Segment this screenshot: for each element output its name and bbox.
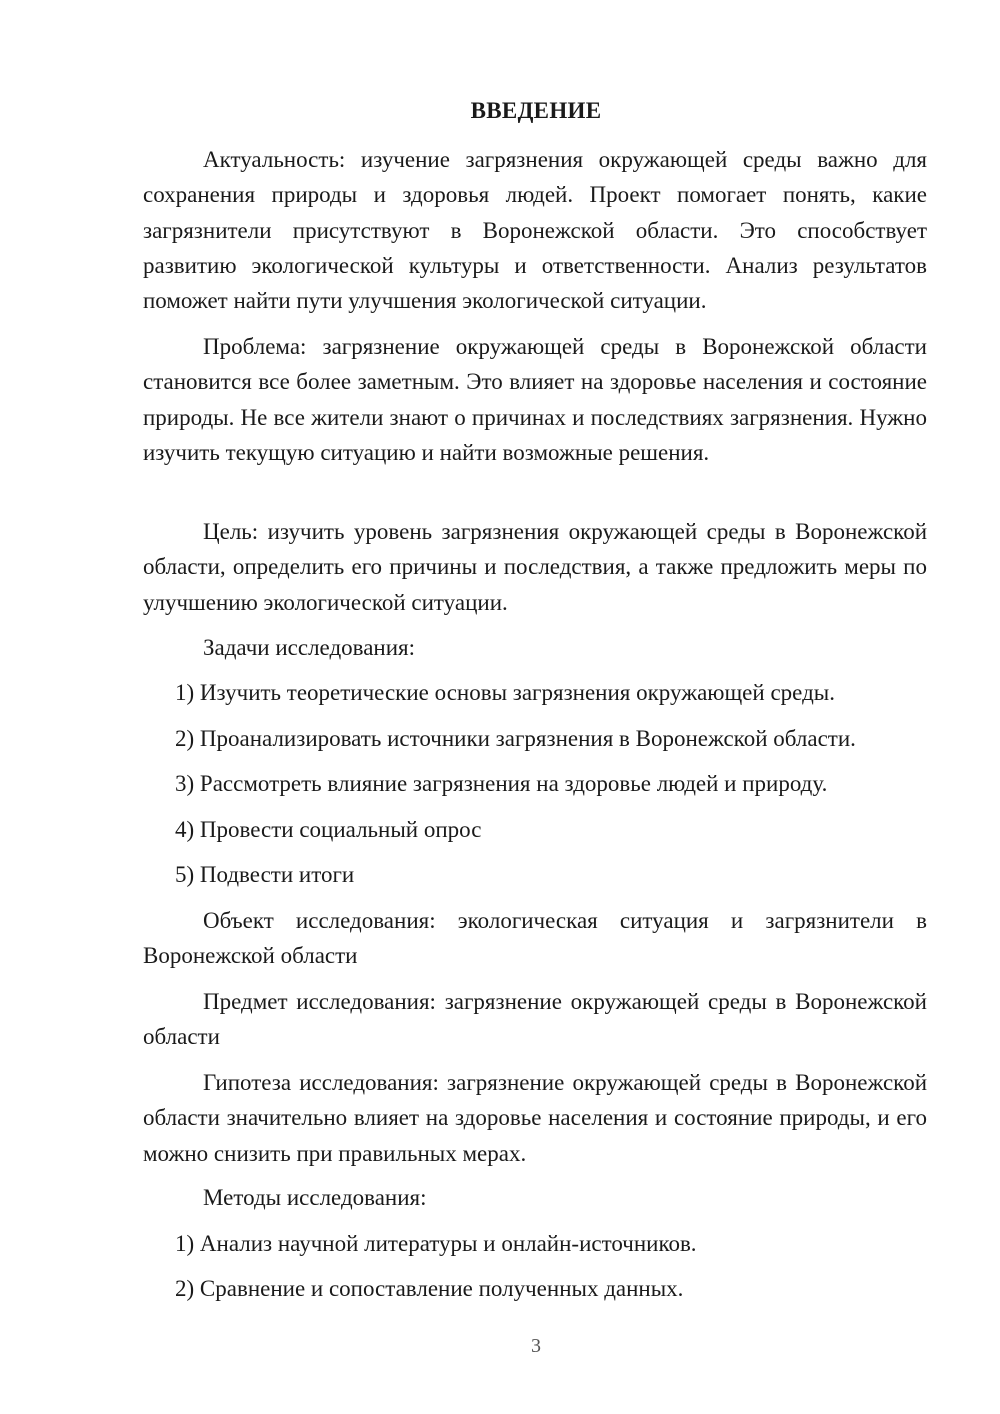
page-number: 3 — [531, 1335, 541, 1357]
object-paragraph: Объект исследования: экологическая ситуация и загрязнители в Воронежской области — [143, 908, 927, 969]
method-item: 1) Анализ научной литературы и онлайн-источников. — [175, 1231, 697, 1256]
problem-paragraph: Проблема: загрязнение окружающей среды в Воронежской области становится все более заметным. Это влияет на здоровье населения и состояние природы. Не все жители знают о причинах и последствиях загрязнения. Нужно изучить текущую ситуацию и найти возможные решения. — [143, 334, 927, 465]
task-item: 5) Подвести итоги — [175, 862, 355, 887]
tasks-title: Задачи исследования: — [203, 635, 416, 660]
task-item: 1) Изучить теоретические основы загрязнения окружающей среды. — [175, 680, 835, 705]
relevance-paragraph: Актуальность: изучение загрязнения окружающей среды важно для сохранения природы и здоровья людей. Проект помогает понять, какие загрязнители присутствуют в Воронежской области. Это способствует развитию экологической культуры и ответственности. Анализ результатов поможет найти пути улучшения экологической ситуации. — [143, 147, 927, 314]
task-item: 4) Провести социальный опрос — [175, 817, 482, 842]
method-item: 2) Сравнение и сопоставление полученных данных. — [175, 1276, 684, 1301]
task-item: 3) Рассмотреть влияние загрязнения на здоровье людей и природу. — [175, 771, 828, 796]
subject-paragraph: Предмет исследования: загрязнение окружающей среды в Воронежской области — [143, 989, 927, 1050]
methods-title: Методы исследования: — [203, 1185, 427, 1210]
page-title: ВВЕДЕНИЕ — [470, 98, 602, 123]
hypothesis-paragraph: Гипотеза исследования: загрязнение окружающей среды в Воронежской области значительно влияет на здоровье населения и состояние природы, и его можно снизить при правильных мерах. — [143, 1070, 927, 1166]
task-item: 2) Проанализировать источники загрязнения в Воронежской области. — [175, 726, 856, 751]
goal-paragraph: Цель: изучить уровень загрязнения окружающей среды в Воронежской области, определить его причины и последствия, а также предложить меры по улучшению экологической ситуации. — [143, 519, 927, 615]
